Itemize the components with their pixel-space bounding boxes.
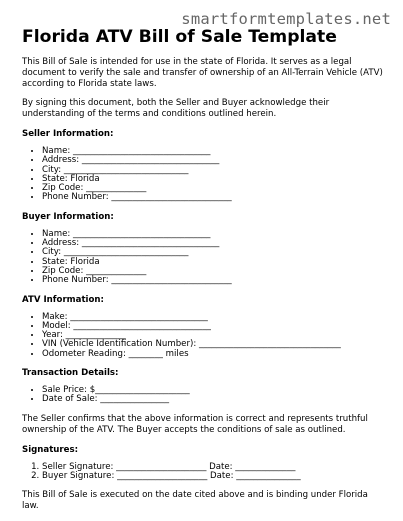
seller-zip-field: • Zip Code: ______________	[42, 184, 386, 193]
seller-signature-field: 1. Seller Signature: _____________________ Date: ______________	[42, 463, 386, 472]
atv-section	[22, 295, 386, 359]
buyer-section	[22, 212, 386, 286]
seller-address-field: • Address: ________________________________	[42, 156, 386, 165]
seller-section	[22, 129, 386, 203]
buyer-name-field: • Name: ________________________________	[42, 230, 386, 239]
seller-state-field: • State: Florida	[42, 175, 386, 184]
signatures-heading: Signatures:	[22, 444, 79, 455]
transaction-heading: Transaction Details:	[22, 368, 119, 379]
signatures-section	[22, 445, 386, 482]
acknowledgement-paragraph: By signing this document, both the Seller and Buyer acknowledge their understanding of the terms and conditions outlined herein.	[22, 98, 330, 119]
seller-list	[22, 147, 386, 203]
document	[22, 27, 386, 512]
atv-heading: ATV Information:	[22, 294, 104, 305]
atv-model-field: • Model: ________________________________	[42, 322, 386, 331]
seller-name-field: • Name: ________________________________	[42, 147, 386, 156]
seller-phone-field: • Phone Number: ____________________________	[42, 193, 386, 202]
signatures-list	[22, 463, 386, 482]
transaction-section	[22, 368, 386, 405]
intro-paragraph: This Bill of Sale is intended for use in the state of Florida. It serves as a legal document to verify the sale and transfer of ownership of an All-Terrain Vehicle (ATV) according to Florida state laws.	[22, 57, 383, 89]
document-title: Florida ATV Bill of Sale Template	[22, 27, 337, 47]
buyer-address-field: • Address: ________________________________	[42, 239, 386, 248]
watermark: smartformtemplates.net	[181, 10, 391, 28]
buyer-phone-field: • Phone Number: ____________________________	[42, 276, 386, 285]
sale-date-field: • Date of Sale: ________________	[42, 395, 386, 404]
buyer-city-field: • City: _____________________________	[42, 248, 386, 257]
buyer-state-field: • State: Florida	[42, 258, 386, 267]
buyer-zip-field: • Zip Code: ______________	[42, 267, 386, 276]
atv-vin-field: • VIN (Vehicle Identification Number): _________________________________	[42, 340, 386, 349]
atv-list	[22, 313, 386, 359]
buyer-heading: Buyer Information:	[22, 211, 114, 222]
buyer-list	[22, 230, 386, 286]
transaction-list	[22, 386, 386, 405]
seller-city-field: • City: _____________________________	[42, 166, 386, 175]
atv-odometer-field: • Odometer Reading: ________ miles	[42, 350, 386, 359]
atv-make-field: • Make: ________________________________	[42, 313, 386, 322]
seller-heading: Seller Information:	[22, 129, 114, 139]
confirmation-paragraph: The Seller confirms that the above information is correct and represents truthful ownership of the ATV. The Buyer accepts the conditions of sale as outlined.	[22, 413, 368, 435]
atv-year-field: • Year: ______________	[42, 331, 386, 340]
sale-price-field: • Sale Price: $______________________	[42, 386, 386, 395]
buyer-signature-field: 2. Buyer Signature: _____________________ Date: _______________	[42, 472, 386, 481]
footer-paragraph: This Bill of Sale is executed on the date cited above and is binding under Florida law.	[22, 490, 368, 512]
